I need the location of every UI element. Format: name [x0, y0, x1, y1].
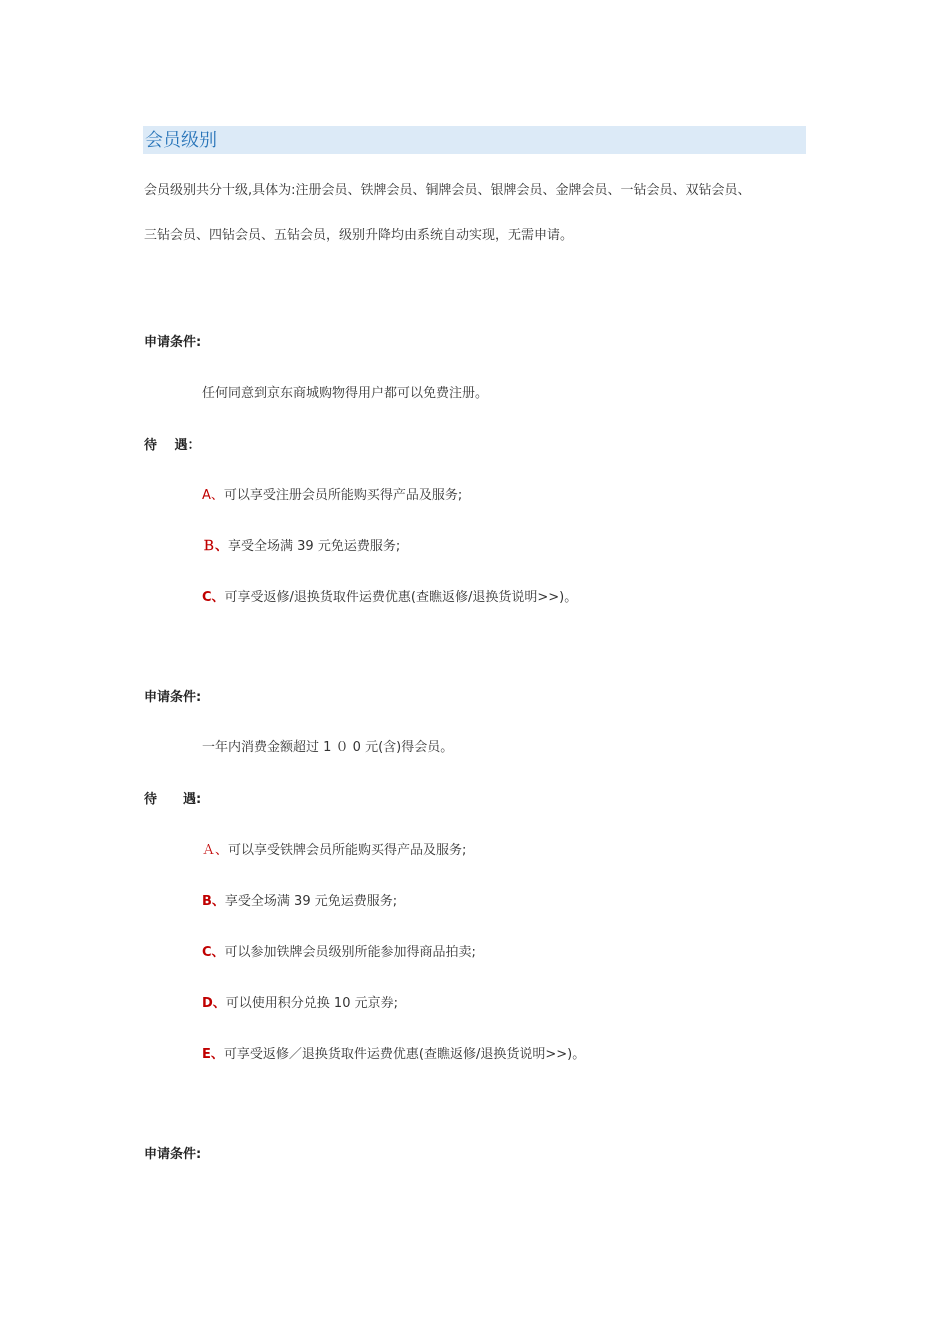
benefit-item	[202, 487, 462, 505]
benefit-item	[202, 1046, 585, 1064]
benefit-letter: Ａ、	[202, 843, 229, 858]
benefit-letter: B、	[202, 894, 225, 909]
benefit-item	[202, 995, 398, 1013]
benefit-letter: C、	[202, 945, 225, 960]
benefit-text: 可以享受注册会员所能购买得产品及服务;	[223, 488, 463, 503]
intro-line-2: 三钻会员、四钻会员、五钻会员，级别升降均由系统自动实现，无需申请。	[144, 228, 574, 243]
condition-text-2: 一年内消费金额超过 1 ０ 0 元(含)得会员。	[202, 740, 454, 755]
benefit-label-2: 待 遇:	[144, 792, 202, 807]
benefit-text: 可以参加铁牌会员级别所能参加得商品拍卖;	[224, 945, 476, 960]
benefit-text: 可享受返修／退换货取件运费优惠(查瞧返修/退换货说明>>)。	[223, 1047, 586, 1062]
benefit-item	[202, 538, 400, 556]
benefit-item	[202, 944, 476, 962]
benefit-item	[202, 589, 577, 607]
condition-label-1: 申请条件:	[144, 335, 202, 350]
benefit-letter: D、	[202, 996, 226, 1011]
title-bar	[143, 126, 806, 154]
benefit-item	[202, 842, 466, 860]
benefit-letter: C、	[202, 590, 225, 605]
condition-label-3: 申请条件:	[144, 1147, 202, 1162]
benefit-item	[202, 893, 397, 911]
condition-text-1: 任何同意到京东商城购物得用户都可以免费注册。	[202, 386, 489, 401]
benefit-letter: E、	[202, 1047, 224, 1062]
page-title: 会员级别	[145, 130, 217, 151]
benefit-label-1: 待 遇：	[144, 438, 201, 453]
benefit-letter: Ｂ、	[202, 539, 229, 554]
condition-label-2: 申请条件:	[144, 690, 202, 705]
benefit-letter: A、	[202, 488, 224, 503]
benefit-text: 享受全场满 39 元免运费服务;	[228, 539, 401, 554]
benefit-text: 享受全场满 39 元免运费服务;	[224, 894, 398, 909]
benefit-text: 可享受返修/退换货取件运费优惠(查瞧返修/退换货说明>>)。	[224, 590, 578, 605]
intro-line-1: 会员级别共分十级,具体为:注册会员、铁牌会员、铜牌会员、银牌会员、金牌会员、一钻会员、双钻会员、	[144, 183, 751, 198]
benefit-text: 可以使用积分兑换 10 元京券;	[225, 996, 398, 1011]
benefit-text: 可以享受铁牌会员所能购买得产品及服务;	[228, 843, 467, 858]
